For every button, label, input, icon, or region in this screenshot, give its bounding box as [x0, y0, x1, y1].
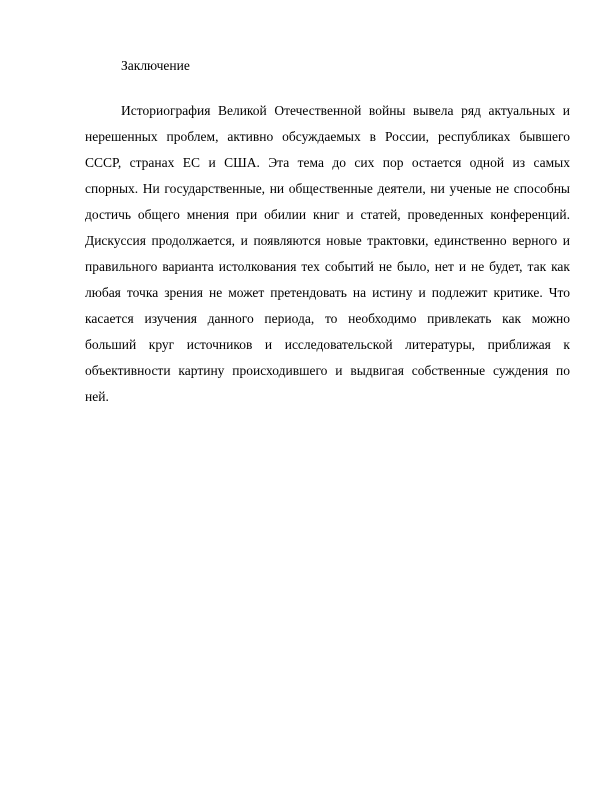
- paragraph-line: любая точка зрения не может претендовать на истину и подлежит критике. Что: [85, 285, 570, 300]
- paragraph-line: Историография Великой Отечественной войны вывела ряд актуальных и: [121, 103, 570, 118]
- paragraph-line: касается изучения данного периода, то необходимо привлекать как можно: [85, 311, 570, 326]
- paragraph-line: нерешенных проблем, активно обсуждаемых в России, республиках бывшего: [85, 129, 570, 144]
- paragraph-line: СССР, странах ЕС и США. Эта тема до сих пор остается одной из самых: [85, 155, 570, 170]
- paragraph-line: достичь общего мнения при обилии книг и статей, проведенных конференций.: [85, 207, 570, 222]
- paragraph-line: больший круг источников и исследовательской литературы, приближая к: [85, 337, 570, 352]
- paragraph-line: Дискуссия продолжается, и появляются новые трактовки, единственно верного и: [85, 233, 570, 248]
- paragraph-line: ней.: [85, 389, 109, 404]
- section-heading: Заключение: [121, 58, 190, 73]
- conclusion-paragraph: [85, 98, 570, 410]
- paragraph-line: спорных. Ни государственные, ни общественные деятели, ни ученые не способны: [85, 181, 570, 196]
- paragraph-line: объективности картину происходившего и выдвигая собственные суждения по: [85, 363, 570, 378]
- paragraph-line: правильного варианта истолкования тех событий не было, нет и не будет, так как: [85, 259, 570, 274]
